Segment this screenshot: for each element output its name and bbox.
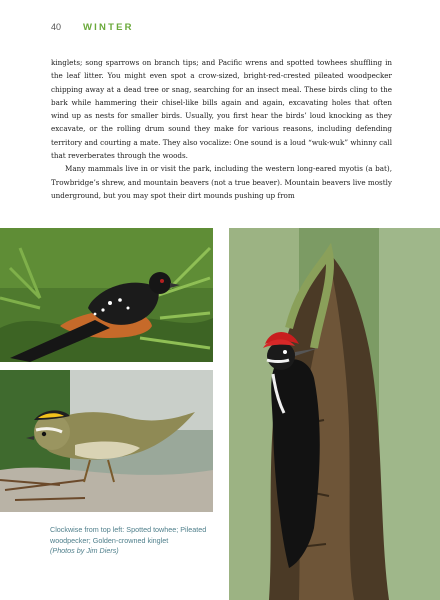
running-header: [51, 20, 134, 34]
photo-caption: [50, 525, 222, 557]
golden-crowned-kinglet-photo: [0, 370, 213, 512]
page-number: 40: [51, 22, 62, 32]
pileated-woodpecker-photo: [229, 228, 440, 600]
caption-text: Clockwise from top left: Spotted towhee; Pileated woodpecker; Golden-crowned kinglet: [50, 525, 207, 545]
paragraph: Many mammals live in or visit the park, including the western long-eared myotis (a bat), Trowbridge’s shrew, and mountain beavers (not a true beaver). Mountain beavers live mostly underground, but you may spot their dirt mounds pushing up from: [51, 164, 392, 200]
body-text: [51, 56, 392, 202]
photo-credit: (Photos by Jim Diers): [50, 546, 119, 556]
spotted-towhee-photo: [0, 228, 213, 362]
section-title: WINTER: [83, 21, 134, 33]
paragraph: kinglets; song sparrows on branch tips; and Pacific wrens and spotted towhees shuffling in the leaf litter. You might even spot a crow-sized, bright-red-crested pileated woodpecker chipping away at a dead tree or snag, searching for an insect meal. These birds cling to the bark while hammering their chisel-like bills again and again, excavating holes that often wind up as nests for smaller birds. Usually, you first hear the birds’ loud knocking as they excavate, or the rolling drum sound they make for various reasons, including defending territory and courting a mate. They also vocalize: One sound is a loud “wuk-wuk” whinny call that reverberates through the woods.: [51, 58, 392, 161]
